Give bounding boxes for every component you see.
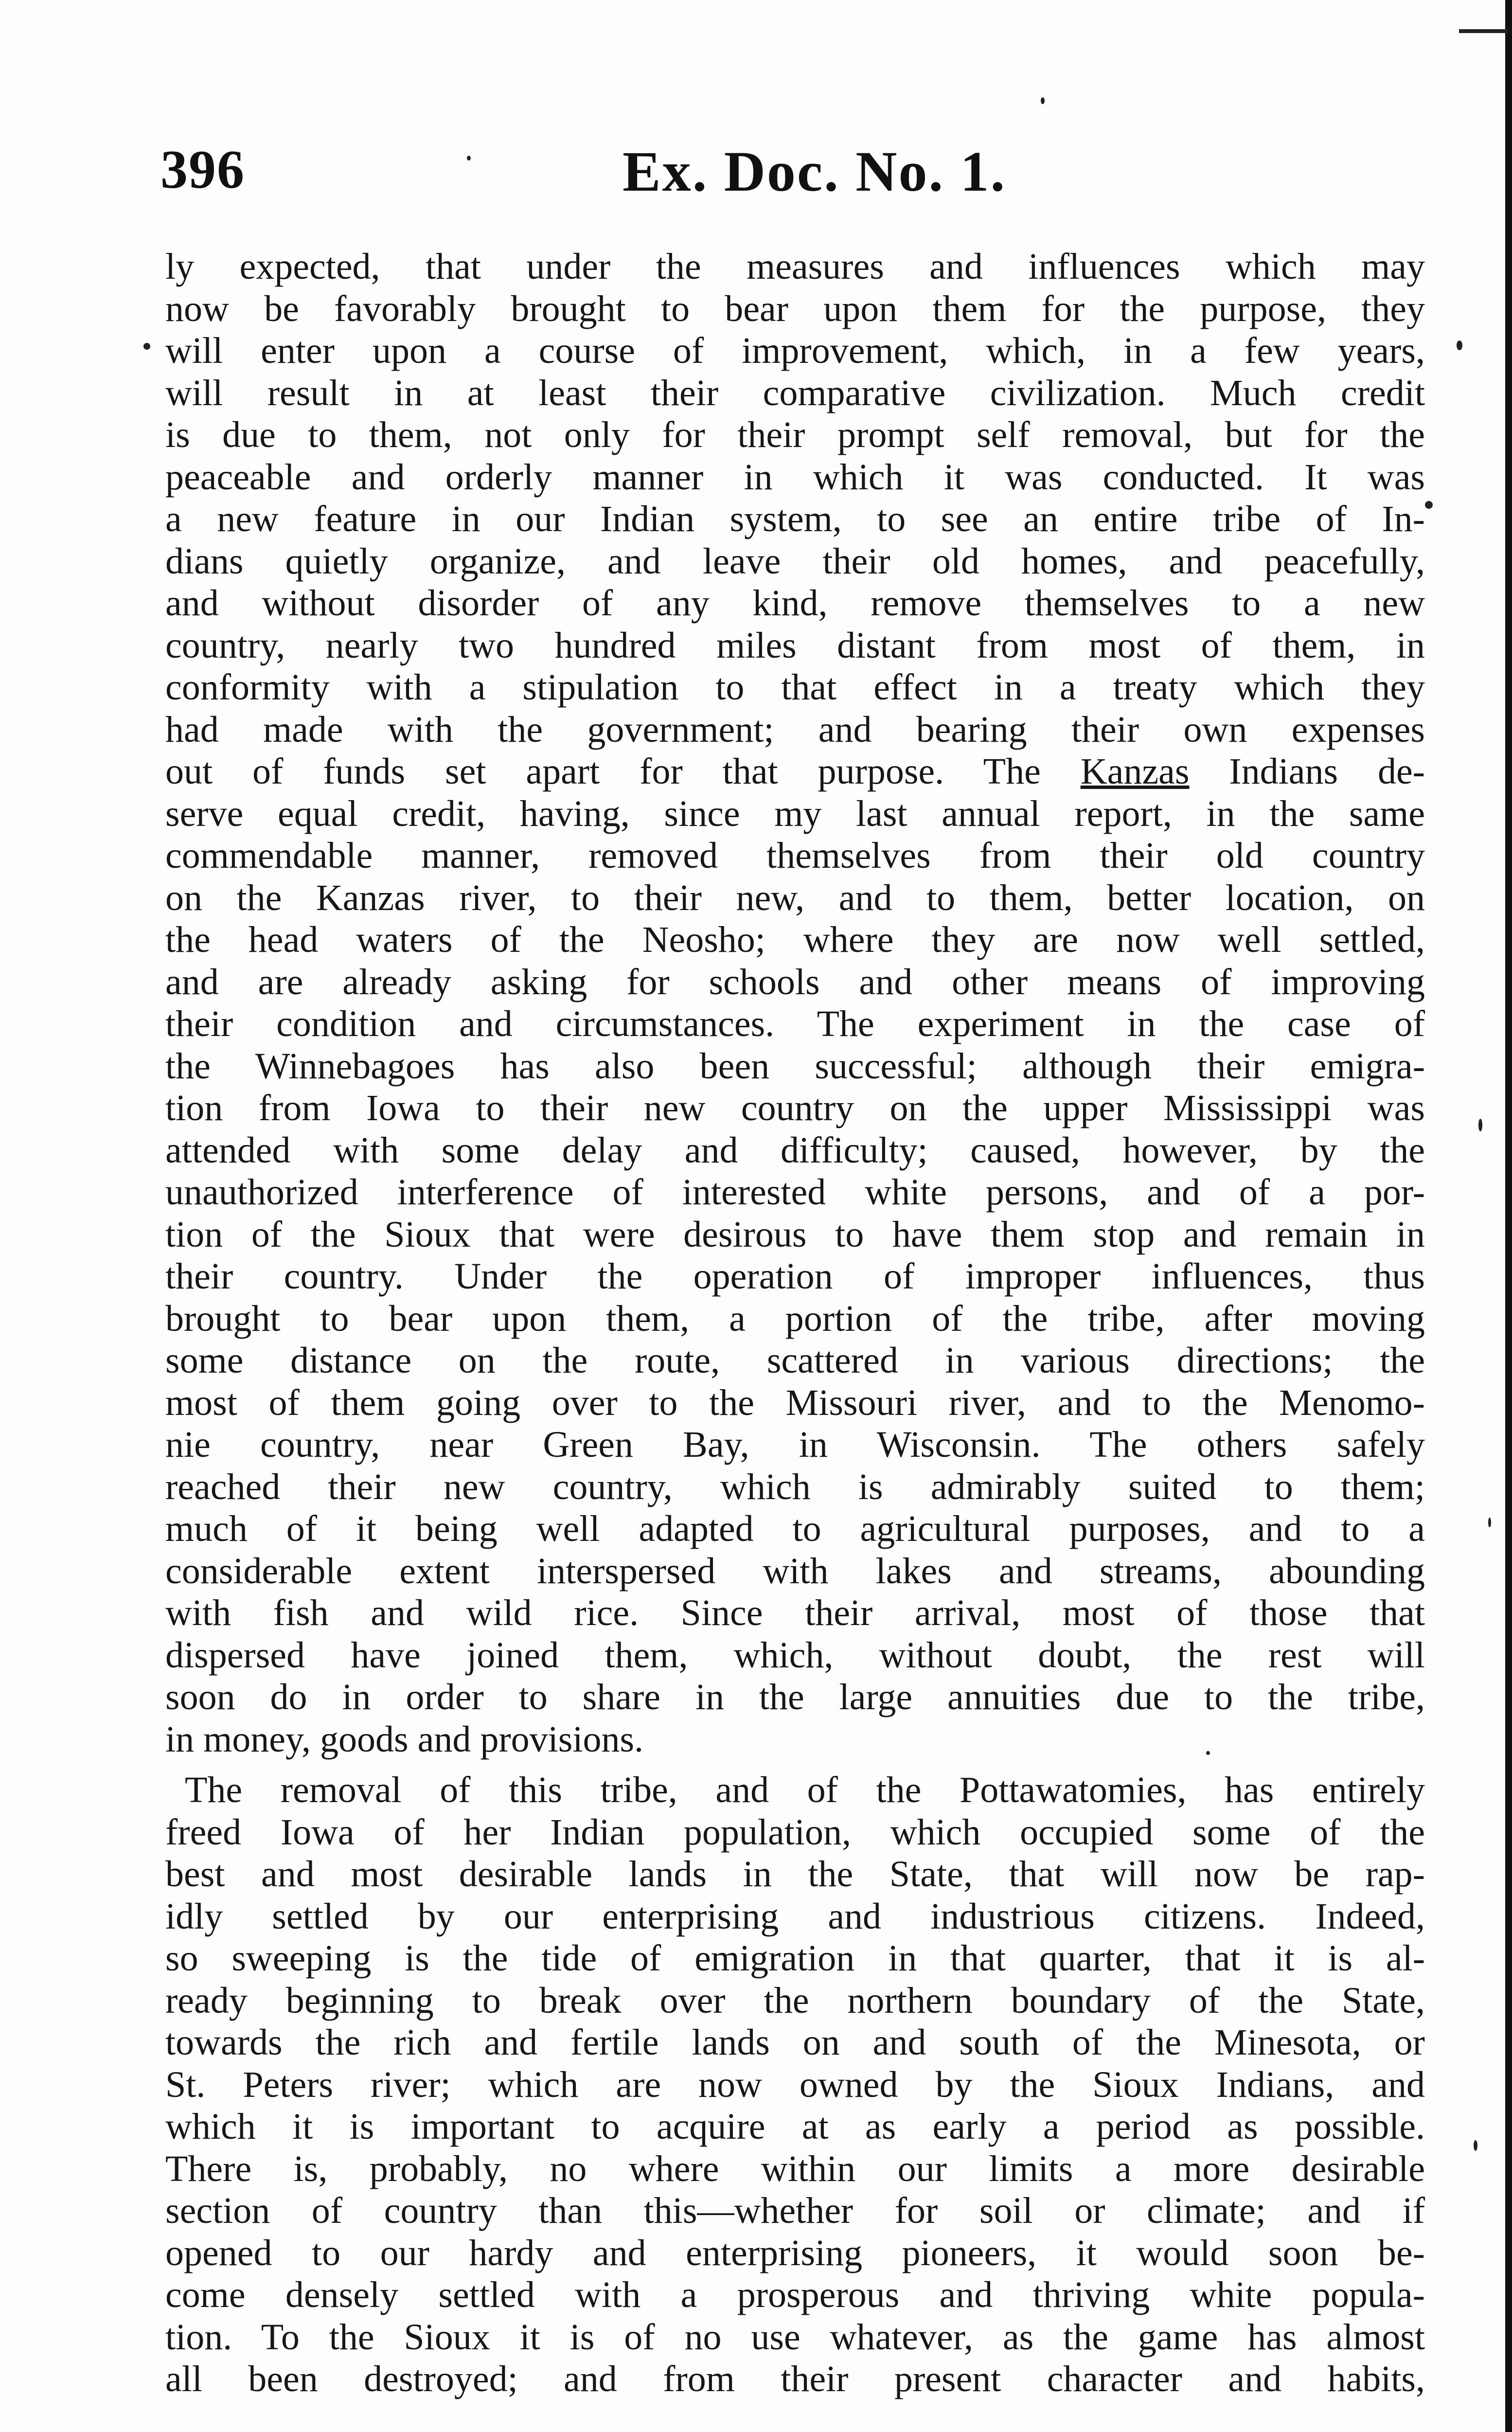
text-line: country, nearly two hundred miles distant from most of them, in [165,625,1425,666]
text-line: all been destroyed; and from their present character and habits, [165,2359,1425,2399]
paragraph-gap [165,1760,1425,1769]
ink-speck [1478,1119,1482,1131]
text-line: There is, probably, no where within our limits a more desirable [165,2148,1425,2189]
text-line: attended with some delay and difficulty; caused, however, by the [165,1129,1425,1171]
text-line: section of country than this—whether for soil or climate; and if [165,2190,1425,2231]
text-line: best and most desirable lands in the State, that will now be rap- [165,1854,1425,1895]
underlined-word: Kanzas [1080,751,1190,792]
ink-speck [143,343,150,350]
paragraph-1 [165,246,1425,1760]
text-line: nie country, near Green Bay, in Wisconsin. The others safely [165,1424,1425,1465]
page-edge-shadow [1505,0,1512,2432]
text-line: come densely settled with a prosperous and thriving white popula- [165,2274,1425,2315]
text-line: had made with the government; and bearing their own expenses [165,709,1425,750]
text-line: idly settled by our enterprising and industrious citizens. Indeed, [165,1896,1425,1937]
text-line: ly expected, that under the measures and influences which may [165,246,1425,287]
text-line: commendable manner, removed themselves from their old country [165,835,1425,876]
text-line: a new feature in our Indian system, to see an entire tribe of In- [165,499,1425,539]
text-line: the head waters of the Neosho; where they are now well settled, [165,919,1425,960]
text-line: tion from Iowa to their new country on the upper Mississippi was [165,1088,1425,1128]
text-line: The removal of this tribe, and of the Pottawatomies, has entirely [185,1770,1425,1810]
text-line: unauthorized interference of interested white persons, and of a por- [165,1172,1425,1213]
ink-speck [467,156,471,161]
text-line: tion of the Sioux that were desirous to have them stop and remain in [165,1214,1425,1255]
text-line: conformity with a stipulation to that effect in a treaty which they [165,667,1425,708]
text-line: with fish and wild rice. Since their arrival, most of those that [165,1592,1425,1633]
paragraph-2 [165,1769,1425,2400]
text-line: their condition and circumstances. The experiment in the case of [165,1003,1425,1044]
ink-speck [1457,340,1462,350]
page-header [160,139,1474,216]
text-line: peaceable and orderly manner in which it was conducted. It was [165,456,1425,498]
text-line: in money, goods and provisions. [165,1718,644,1760]
text-line: so sweeping is the tide of emigration in that quarter, that it is al- [165,1938,1425,1979]
text-line: opened to our hardy and enterprising pioneers, it would soon be- [165,2232,1425,2273]
text-line: is due to them, not only for their prompt self removal, but for the [165,414,1425,455]
page-number: 396 [160,140,245,200]
text-line: towards the rich and fertile lands on and south of the Minesota, or [165,2022,1425,2063]
document-title: Ex. Doc. No. 1. [623,140,1007,203]
text-line: dispersed have joined them, which, without doubt, the rest will [165,1634,1425,1676]
text-line: brought to bear upon them, a portion of the tribe, after moving [165,1298,1425,1339]
scan-mark [1459,29,1508,33]
text-line: the Winnebagoes has also been successful; although their emigra- [165,1045,1425,1087]
ink-speck [1041,97,1045,104]
text-line: tion. To the Sioux it is of no use whatever, as the game has almost [165,2316,1425,2358]
text-line: most of them going over to the Missouri river, and to the Menomo- [165,1382,1425,1423]
body-text [165,246,1425,2400]
text-line: soon do in order to share in the large annuities due to the tribe, [165,1677,1425,1717]
text-line: their country. Under the operation of improper influences, thus [165,1256,1425,1297]
text-line: will result in at least their comparative civilization. Much credit [165,372,1425,413]
text-line: now be favorably brought to bear upon them for the purpose, they [165,288,1425,329]
text-line: which it is important to acquire at as early a period as possible. [165,2106,1425,2147]
text-line-kanzas: out of funds set apart for that purpose. The Kanzas Indians de- [165,751,1425,792]
text-line: ready beginning to break over the northern boundary of the State, [165,1980,1425,2021]
text-line: dians quietly organize, and leave their old homes, and peacefully, [165,540,1425,582]
text-line: considerable extent interspersed with lakes and streams, abounding [165,1550,1425,1592]
ink-speck [1206,1751,1210,1755]
ink-speck [1474,2140,1477,2151]
ink-speck [1488,1518,1491,1527]
text-line: St. Peters river; which are now owned by the Sioux Indians, and [165,2064,1425,2105]
text-line: and are already asking for schools and other means of improving [165,961,1425,1002]
ink-speck [1425,501,1433,509]
text-line: freed Iowa of her Indian population, which occupied some of the [165,1811,1425,1853]
text-line: some distance on the route, scattered in various directions; the [165,1340,1425,1381]
text-line: much of it being well adapted to agricultural purposes, and to a [165,1508,1425,1549]
text-line: serve equal credit, having, since my last annual report, in the same [165,793,1425,834]
text-line: on the Kanzas river, to their new, and to them, better location, on [165,877,1425,918]
text-line: and without disorder of any kind, remove themselves to a new [165,583,1425,624]
text-line: will enter upon a course of improvement, which, in a few years, [165,330,1425,371]
text-line: reached their new country, which is admirably suited to them; [165,1466,1425,1507]
